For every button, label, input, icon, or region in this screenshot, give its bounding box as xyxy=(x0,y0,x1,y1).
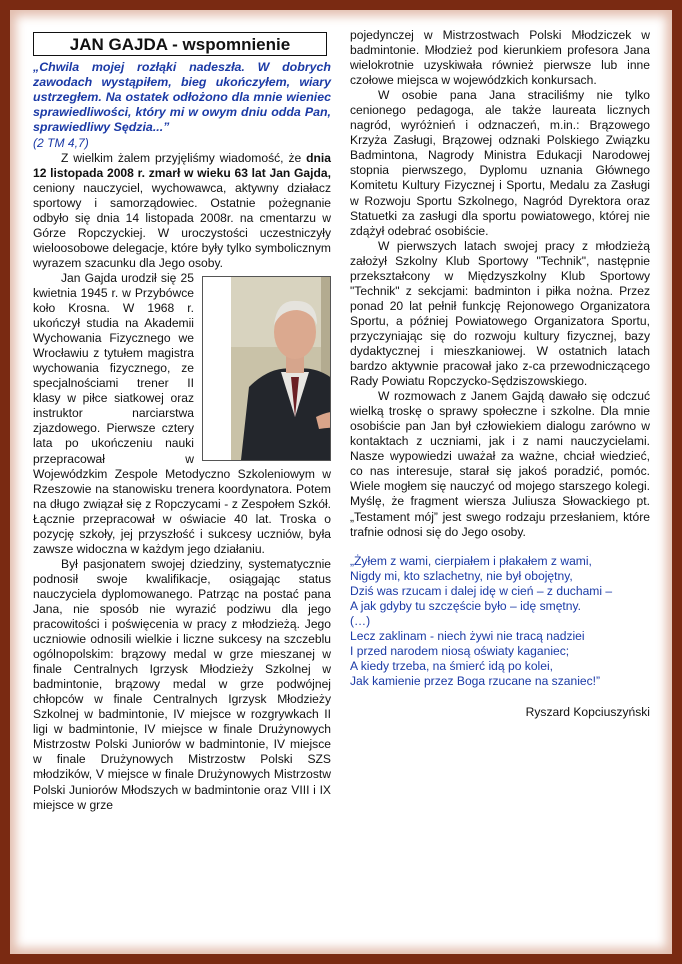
paragraph-awards: W osobie pana Jana straciliśmy nie tylko cenionego pedagoga, ale także laureata licznych nagród, wyróżnień i odznaczeń, m.in.: Brązowego Krzyża Zasługi, Brązowej odznaki Polskiego Związku Badmintona, Nagrody Ministra Edukacji Narodowej stopnia pierwszego, Dyplomu uznania Głównego Komitetu Kultury Fizycznej i Sportu, Medalu za Zasługi w Rozwoju Sportu Szkolnego, Nagród Dyrektora oraz Statuetki za zasługi dla sportu powiatowego, której nie zdążył odebrać osobiście. xyxy=(350,88,650,238)
poem-line: Jak kamienie przez Boga rzucane na szaniec!” xyxy=(350,673,601,688)
poem xyxy=(350,554,650,689)
paragraph-text: Z wielkim żalem przyjęliśmy wiadomość, że xyxy=(61,150,307,165)
portrait-photo xyxy=(202,276,331,461)
poem-line: Nigdy mi, kto szlachetny, nie był obojętny, xyxy=(350,568,573,583)
article-title: JAN GAJDA - wspomnienie xyxy=(33,32,327,56)
poem-line: „Żyłem z wami, cierpiałem i płakałem z wami, xyxy=(350,553,592,568)
page-content xyxy=(10,10,672,954)
paragraph-text: Jan Gajda urodził się 25 kwietnia 1945 r. w Przybówce koło Krosna. W 1968 r. ukończył studia na Akademii Wychowania Fizycznego we Wrocławiu z tytułem magistra wychowania fizycznego, ze specjalnościami trener II klasy w piłce siatkowej oraz instruktor narciarstwa zjazdowego. Pierwsze cztery lata po ukończeniu nauki przepracował w Wojewódzkim Zespole Metodyczno Szkoleniowym w Rzeszowie na stanowisku trenera koordynatora. Potem na długo związał się z Ropczycami - z Zespołem Szkół. Łącznie przepracował w oświacie 40 lat. Troska o pozycję szkoły, jej przyszłość i sukcesy uczniów, była zawsze widoczna w każdym jego działaniu. xyxy=(33,270,331,556)
bible-quote-reference: (2 TM 4,7) xyxy=(33,135,89,150)
poem-line: A jak gdyby tu szczęście było – idę smętny. xyxy=(350,598,582,613)
paragraph-biography xyxy=(33,271,331,557)
bible-quote: „Chwila mojej rozłąki nadeszła. W dobrych zawodach wystąpiłem, bieg ukończyłem, wiary ustrzegłem. Na ostatek odłożono dla mnie wieniec sprawiedliwości, który mi w owym dniu odda Pan, sprawiedliwy Sędzia...” xyxy=(33,60,331,135)
poem-line: A kiedy trzeba, na śmierć idą po kolei, xyxy=(350,658,554,673)
paragraph-death-notice xyxy=(33,151,331,271)
right-column xyxy=(350,28,650,720)
paragraph-achievements: Był pasjonatem swojej dziedziny, systematycznie podnosił swoje kwalifikacje, osiągając status nauczyciela dyplomowanego. Patrząc na postać pana Jana, nie sposób nie wyrazić podziwu dla jego pracowitości i poświęcenia w pracy z młodzieżą. Jego uczniowie odnosili wielkie i liczne sukcesy na szczeblu ogólnopolskim: brązowy medal w grze mieszanej w finale Centralnych Igrzysk Młodzieży Szkolnej w badmintonie, brązowy medal w grze podwójnej chłopców w finale Centralnych Igrzysk Młodzieży Szkolnej w badmintonie, IV miejsce w rozgrywkach II ligi w badmintonie, IV miejsce w finale Drużynowych Mistrzostw Polski Juniorów w badmintonie, IV miejsce w finale Drużynowych Mistrzostw Polski SZS młodzików, V miejsce w finale Drużynowych Mistrzostw Polski Juniorów Młodszych w badmintonie oraz VIII i IX miejsce w grze xyxy=(33,556,331,812)
author-signature: Ryszard Kopciuszyński xyxy=(525,705,650,720)
poem-line: (…) xyxy=(350,613,371,628)
death-date-bold: dnia 12 listopada 2008 r. zmarł w wieku 63 lat Jan Gajda, xyxy=(33,150,331,180)
paragraph-continued: pojedynczej w Mistrzostwach Polski Młodziczek w badmintonie. Młodzież pod kierunkiem profesora Jana wielokrotnie uzyskiwała również pierwsze lub inne czołowe miejsca w wojewódzkich konkursach. xyxy=(350,28,650,88)
poem-line: I przed narodem niosą oświaty kaganiec; xyxy=(350,643,570,658)
poem-line: Dziś was rzucam i dalej idę w cień – z duchami – xyxy=(350,583,613,598)
poem-line: Lecz zaklinam - niech żywi nie tracą nadziei xyxy=(350,628,585,643)
paragraph-sports-club: W pierwszych latach swojej pracy z młodzieżą założył Szkolny Klub Sportowy "Technik", następnie przekształcony w Międzyszkolny Klub Sportowy "Technik" z sekcjami: badminton i piłka nożna. Przez ponad 20 lat pełnił funkcję Rejonowego Organizatora Sportu, a później Powiatowego Organizatora Sportu, przyczyniając się do rozwoju kultury fizycznej, bazy dydaktycznej i mieszkaniowej. W ostatnich latach bardzo aktywnie pracował jako z-ca przewodniczącego Rady Powiatu Ropczycko-Sędziszowskiego. xyxy=(350,238,650,389)
paragraph-memories: W rozmowach z Janem Gajdą dawało się odczuć wielką troskę o sprawy społeczne i szkolne. Dla mnie osobiście pan Jan był człowiekiem dialogu zarówno w kontaktach z uczniami, jak i z nami nauczycielami. Nasze wypowiedzi uważał za ważne, chciał wiedzieć, co nas interesuje, starał się jakoś poradzić, pomóc. Wiele mogłem się nauczyć od mojego starszego kolegi. Myślę, że fragment wiersza Juliusza Słowackiego pt. „Testament mój” jest swego rodzaju przesłaniem, które trafnie odnosi się do Jego osoby. xyxy=(350,389,650,539)
left-column xyxy=(33,32,331,813)
paragraph-text: ceniony nauczyciel, wychowawca, aktywny działacz sportowy i samorządowiec. Ostatnie pożegnanie odbyło się dnia 14 listopada 2008r. na cmentarzu w Górze Ropczyckiej. W uroczystości uczestniczyły wieloosobowe delegacje, które były tylko symbolicznym wyrazem szacunku dla Jego osoby. xyxy=(33,180,331,270)
portrait-image xyxy=(231,277,331,460)
